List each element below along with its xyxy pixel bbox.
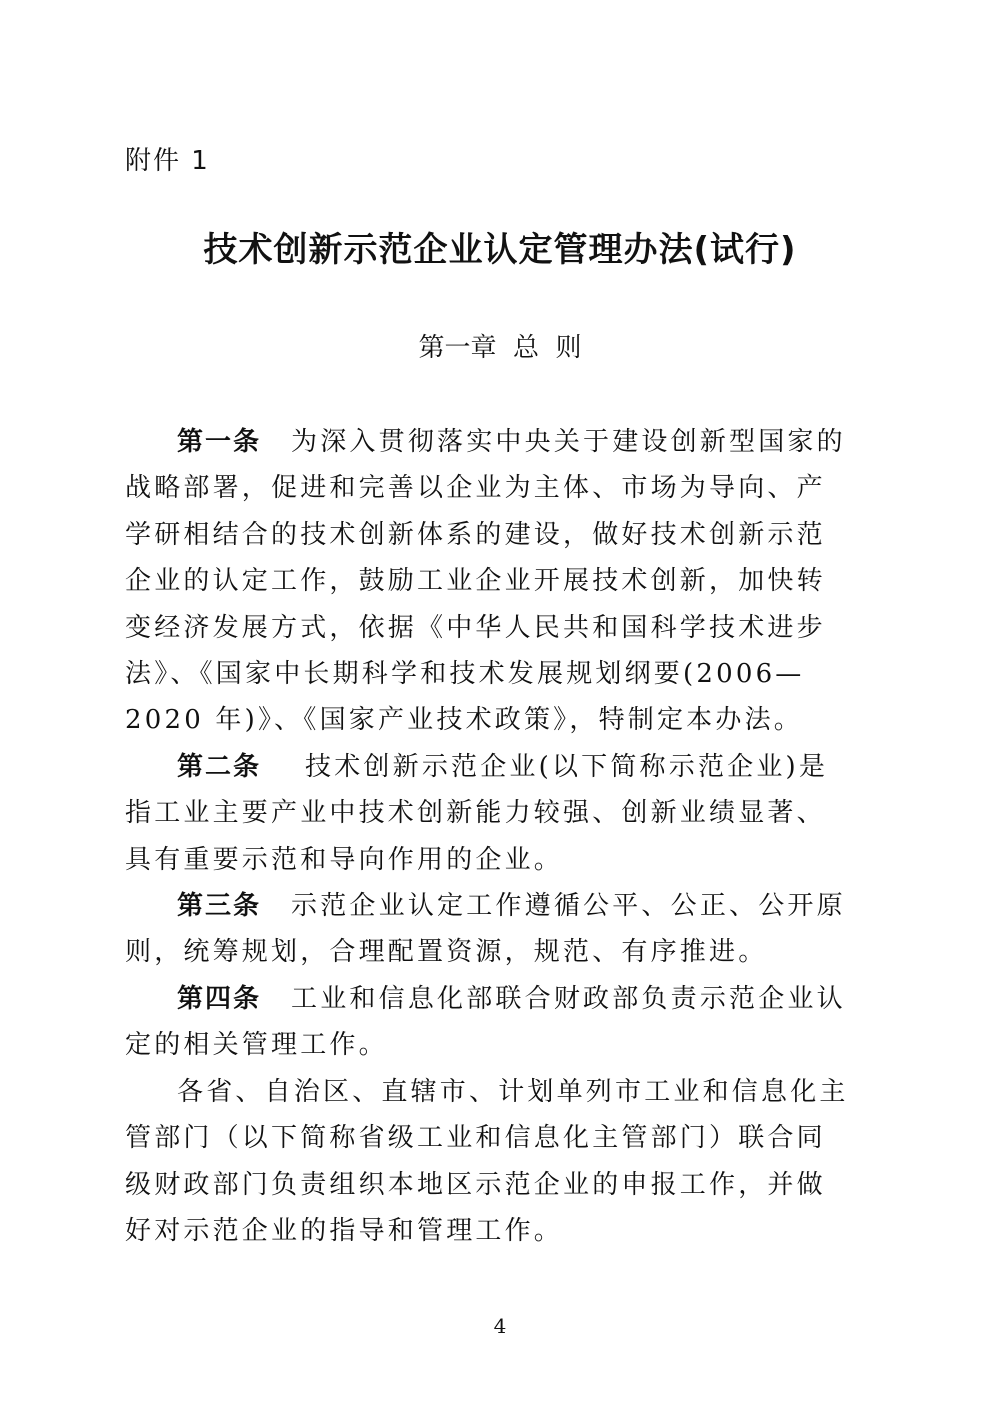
page-number: 4 [493,1314,507,1338]
article-3-heading: 第三条 [177,891,262,922]
article-1 [125,419,849,744]
article-4 [125,976,849,1069]
article-3-text: 示范企业认定工作遵循公平、公正、公开原则，统筹规划，合理配置资源，规范、有序推进。 [125,891,846,968]
article-1-heading: 第一条 [177,427,262,457]
article-2-text: 技术创新示范企业(以下简称示范企业)是指工业主要产业中技术创新能力较强、创新业绩显著、具有重要示范和导向作用的企业。 [125,751,829,875]
article-4-continuation: 各省、自治区、直辖市、计划单列市工业和信息化主管部门（以下简称省级工业和信息化主管部门）联合同级财政部门负责组织本地区示范企业的申报工作，并做好对示范企业的指导和管理工作。 [125,1076,849,1246]
attachment-label: 附件 1 [125,146,210,176]
article-1-text: 为深入贯彻落实中央关于建设创新型国家的战略部署，促进和完善以企业为主体、市场为导向、产学研相结合的技术创新体系的建设，做好技术创新示范企业的认定工作，鼓励工业企业开展技术创新，加快转变经济发展方式，依据《中华人民共和国科学技术进步法》、《国家中长期科学和技术发展规划纲要(2006—2020 年)》、《国家产业技术政策》，特制定本办法。 [125,427,846,736]
document-body [125,419,849,1254]
article-2 [125,744,849,883]
document-title: 技术创新示范企业认定管理办法(试行) [203,230,797,270]
article-3 [125,883,849,976]
article-2-heading: 第二条 [177,751,262,782]
article-4-text: 工业和信息化部联合财政部负责示范企业认定的相关管理工作。 [125,983,846,1061]
chapter-heading: 第一章 总 则 [418,333,582,363]
article-4-heading: 第四条 [177,983,262,1014]
